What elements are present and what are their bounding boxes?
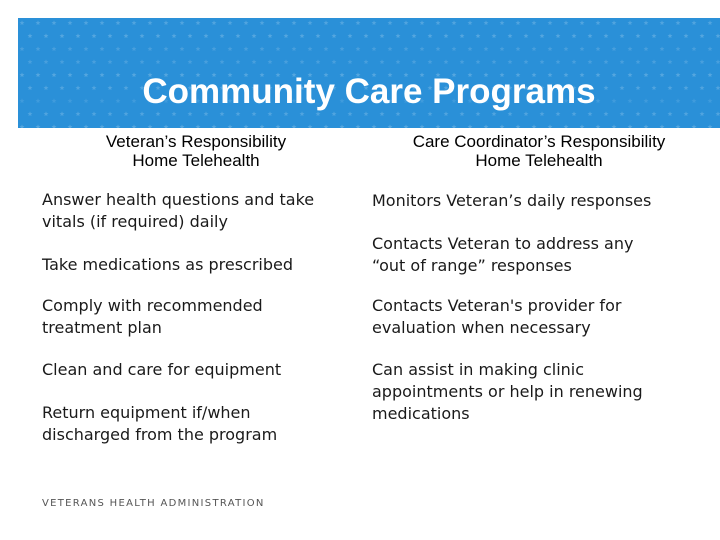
star-icon xyxy=(60,33,65,38)
star-icon xyxy=(300,33,305,38)
star-icon xyxy=(660,46,665,51)
star-icon xyxy=(716,59,720,64)
coordinator-item-clinic-appointments xyxy=(372,359,643,425)
star-icon xyxy=(612,124,617,128)
star-icon xyxy=(44,33,49,38)
star-icon xyxy=(692,20,697,25)
star-icon xyxy=(508,33,513,38)
star-icon xyxy=(84,124,89,128)
star-icon xyxy=(564,20,569,25)
star-icon xyxy=(492,33,497,38)
star-icon xyxy=(388,46,393,51)
footer-organization-name: VETERANS HEALTH ADMINISTRATION xyxy=(42,498,265,509)
star-icon xyxy=(532,20,537,25)
star-icon xyxy=(460,33,465,38)
star-icon xyxy=(260,46,265,51)
star-icon xyxy=(436,20,441,25)
star-icon xyxy=(188,33,193,38)
star-icon xyxy=(52,20,57,25)
star-icon xyxy=(604,59,609,64)
heading-line: Veteran’s Responsibility xyxy=(105,132,287,151)
star-icon xyxy=(556,33,561,38)
star-icon xyxy=(196,124,201,128)
star-icon xyxy=(652,59,657,64)
star-icon xyxy=(204,33,209,38)
star-icon xyxy=(364,33,369,38)
star-icon xyxy=(668,33,673,38)
star-icon xyxy=(124,33,129,38)
star-icon xyxy=(180,124,185,128)
item-line: Can assist in making clinic xyxy=(372,360,585,379)
star-icon xyxy=(132,124,137,128)
star-icon xyxy=(612,46,617,51)
star-icon xyxy=(644,124,649,128)
star-icon xyxy=(452,20,457,25)
item-line: medications xyxy=(372,404,470,423)
star-icon xyxy=(244,46,249,51)
star-icon xyxy=(452,124,457,128)
star-icon xyxy=(708,20,713,25)
star-icon xyxy=(588,33,593,38)
star-icon xyxy=(100,124,105,128)
item-line: Monitors Veteran’s daily responses xyxy=(372,191,652,210)
title-banner xyxy=(18,18,720,128)
heading-line: Home Telehealth xyxy=(475,151,603,170)
star-icon xyxy=(260,124,265,128)
star-icon xyxy=(172,59,177,64)
star-icon xyxy=(628,46,633,51)
star-icon xyxy=(124,59,129,64)
star-icon xyxy=(20,46,25,51)
star-icon xyxy=(412,33,417,38)
star-icon xyxy=(692,124,697,128)
star-icon xyxy=(284,33,289,38)
star-icon xyxy=(684,33,689,38)
star-icon xyxy=(484,124,489,128)
star-icon xyxy=(356,20,361,25)
star-icon xyxy=(404,124,409,128)
star-icon xyxy=(708,46,713,51)
star-icon xyxy=(548,20,553,25)
veteran-item-medications xyxy=(42,254,293,276)
star-icon xyxy=(380,59,385,64)
star-icon xyxy=(444,33,449,38)
star-icon xyxy=(28,59,33,64)
star-icon xyxy=(164,20,169,25)
star-icon xyxy=(420,46,425,51)
star-icon xyxy=(132,46,137,51)
star-icon xyxy=(36,46,41,51)
star-icon xyxy=(596,20,601,25)
care-coordinator-responsibility-heading xyxy=(372,132,706,170)
coordinator-item-contacts-veteran xyxy=(372,233,633,277)
star-icon xyxy=(268,33,273,38)
star-icon xyxy=(380,33,385,38)
star-icon xyxy=(580,46,585,51)
item-line: Contacts Veteran to address any xyxy=(372,234,634,253)
star-icon xyxy=(252,33,257,38)
star-icon xyxy=(180,20,185,25)
star-icon xyxy=(396,59,401,64)
star-icon xyxy=(516,20,521,25)
star-icon xyxy=(220,33,225,38)
star-icon xyxy=(564,124,569,128)
star-icon xyxy=(260,20,265,25)
star-icon xyxy=(228,46,233,51)
star-icon xyxy=(524,33,529,38)
star-icon xyxy=(660,20,665,25)
star-icon xyxy=(604,33,609,38)
star-icon xyxy=(252,59,257,64)
star-icon xyxy=(620,59,625,64)
star-icon xyxy=(300,59,305,64)
star-icon xyxy=(236,59,241,64)
star-icon xyxy=(564,46,569,51)
star-icon xyxy=(356,46,361,51)
item-line: treatment plan xyxy=(42,318,162,337)
star-icon xyxy=(372,46,377,51)
star-icon xyxy=(468,124,473,128)
star-icon xyxy=(644,20,649,25)
item-line: Return equipment if/when xyxy=(42,403,251,422)
star-icon xyxy=(676,20,681,25)
star-icon xyxy=(212,20,217,25)
star-icon xyxy=(540,33,545,38)
star-icon xyxy=(236,33,241,38)
star-icon xyxy=(108,33,113,38)
star-icon xyxy=(36,124,41,128)
star-icon xyxy=(220,59,225,64)
slide-title: Community Care Programs xyxy=(142,72,596,111)
star-icon xyxy=(572,33,577,38)
star-icon xyxy=(132,20,137,25)
star-icon xyxy=(580,20,585,25)
item-line: Clean and care for equipment xyxy=(42,360,282,379)
star-icon xyxy=(628,20,633,25)
star-icon xyxy=(580,124,585,128)
star-icon xyxy=(276,46,281,51)
star-icon xyxy=(460,59,465,64)
star-icon xyxy=(212,124,217,128)
star-icon xyxy=(556,59,561,64)
item-line: Comply with recommended xyxy=(42,296,263,315)
heading-line: Home Telehealth xyxy=(132,151,260,170)
star-icon xyxy=(140,59,145,64)
star-icon xyxy=(276,124,281,128)
star-icon xyxy=(484,46,489,51)
star-icon xyxy=(468,20,473,25)
star-icon xyxy=(532,46,537,51)
star-icon xyxy=(532,124,537,128)
star-icon xyxy=(156,33,161,38)
star-icon xyxy=(92,59,97,64)
star-icon xyxy=(500,46,505,51)
star-icon xyxy=(308,46,313,51)
star-icon xyxy=(340,46,345,51)
star-icon xyxy=(692,46,697,51)
star-icon xyxy=(628,124,633,128)
star-icon xyxy=(308,124,313,128)
star-icon xyxy=(68,46,73,51)
star-icon xyxy=(284,59,289,64)
star-icon xyxy=(36,20,41,25)
star-icon xyxy=(196,20,201,25)
star-icon xyxy=(388,20,393,25)
star-icon xyxy=(372,124,377,128)
heading-line: Care Coordinator’s Responsibility xyxy=(412,132,666,151)
star-icon xyxy=(364,59,369,64)
star-icon xyxy=(548,124,553,128)
star-icon xyxy=(356,124,361,128)
star-icon xyxy=(68,20,73,25)
star-icon xyxy=(428,59,433,64)
star-icon xyxy=(188,59,193,64)
item-line: “out of range” responses xyxy=(372,256,572,275)
star-icon xyxy=(476,33,481,38)
star-icon xyxy=(116,124,121,128)
star-icon xyxy=(660,124,665,128)
star-icon xyxy=(52,124,57,128)
star-icon xyxy=(156,59,161,64)
star-icon xyxy=(164,46,169,51)
star-icon xyxy=(228,124,233,128)
star-icon xyxy=(668,59,673,64)
star-icon xyxy=(404,46,409,51)
star-icon xyxy=(292,46,297,51)
star-icon xyxy=(612,20,617,25)
star-icon xyxy=(308,20,313,25)
star-icon xyxy=(100,20,105,25)
star-icon xyxy=(676,46,681,51)
star-icon xyxy=(108,59,113,64)
star-icon xyxy=(148,46,153,51)
star-icon xyxy=(596,124,601,128)
star-icon xyxy=(388,124,393,128)
star-icon xyxy=(212,46,217,51)
star-icon xyxy=(68,124,73,128)
item-line: Answer health questions and take xyxy=(42,190,315,209)
star-icon xyxy=(20,20,25,25)
star-icon xyxy=(620,33,625,38)
star-icon xyxy=(100,46,105,51)
item-line: vitals (if required) daily xyxy=(42,212,228,231)
star-icon xyxy=(324,46,329,51)
star-icon xyxy=(60,59,65,64)
star-icon xyxy=(452,46,457,51)
star-icon xyxy=(700,33,705,38)
star-icon xyxy=(396,33,401,38)
star-icon xyxy=(492,59,497,64)
coordinator-item-monitors xyxy=(372,190,651,212)
star-icon xyxy=(420,124,425,128)
star-icon xyxy=(228,20,233,25)
star-icon xyxy=(636,59,641,64)
star-icon xyxy=(548,46,553,51)
star-icon xyxy=(540,59,545,64)
star-icon xyxy=(372,20,377,25)
item-line: Contacts Veteran's provider for xyxy=(372,296,622,315)
star-icon xyxy=(348,59,353,64)
star-icon xyxy=(140,33,145,38)
item-line: Take medications as prescribed xyxy=(42,255,294,274)
star-icon xyxy=(636,33,641,38)
star-icon xyxy=(292,20,297,25)
star-icon xyxy=(404,20,409,25)
star-icon xyxy=(20,124,25,128)
star-icon xyxy=(420,20,425,25)
star-icon xyxy=(116,46,121,51)
star-icon xyxy=(708,124,713,128)
star-icon xyxy=(164,124,169,128)
star-icon xyxy=(436,124,441,128)
star-icon xyxy=(436,46,441,51)
star-icon xyxy=(292,124,297,128)
star-icon xyxy=(684,59,689,64)
star-icon xyxy=(332,33,337,38)
veteran-item-equipment-care xyxy=(42,359,281,381)
star-icon xyxy=(172,33,177,38)
star-icon xyxy=(516,124,521,128)
star-icon xyxy=(148,124,153,128)
star-icon xyxy=(204,59,209,64)
star-icon xyxy=(500,20,505,25)
star-icon xyxy=(116,20,121,25)
veteran-item-return-equipment xyxy=(42,402,277,446)
star-icon xyxy=(180,46,185,51)
star-icon xyxy=(148,20,153,25)
star-icon xyxy=(644,46,649,51)
star-icon xyxy=(84,46,89,51)
item-line: discharged from the program xyxy=(42,425,278,444)
star-icon xyxy=(524,59,529,64)
veteran-item-health-questions xyxy=(42,189,314,233)
star-icon xyxy=(652,33,657,38)
star-icon xyxy=(84,20,89,25)
star-icon xyxy=(484,20,489,25)
star-icon xyxy=(444,59,449,64)
star-icon xyxy=(332,59,337,64)
coordinator-item-contacts-provider xyxy=(372,295,621,339)
star-icon xyxy=(468,46,473,51)
star-icon xyxy=(700,59,705,64)
veteran-item-treatment-plan xyxy=(42,295,263,339)
star-icon xyxy=(508,59,513,64)
star-icon xyxy=(340,20,345,25)
star-icon xyxy=(716,33,720,38)
star-icon xyxy=(316,59,321,64)
star-icon xyxy=(244,20,249,25)
star-icon xyxy=(572,59,577,64)
star-icon xyxy=(316,33,321,38)
item-line: evaluation when necessary xyxy=(372,318,591,337)
veteran-responsibility-heading xyxy=(72,132,320,170)
star-icon xyxy=(412,59,417,64)
star-icon xyxy=(340,124,345,128)
star-icon xyxy=(428,33,433,38)
star-icon xyxy=(268,59,273,64)
star-icon xyxy=(76,33,81,38)
star-icon xyxy=(588,59,593,64)
star-icon xyxy=(324,20,329,25)
star-icon xyxy=(92,33,97,38)
star-icon xyxy=(28,33,33,38)
star-icon xyxy=(44,59,49,64)
star-icon xyxy=(596,46,601,51)
star-icon xyxy=(516,46,521,51)
item-line: appointments or help in renewing xyxy=(372,382,643,401)
star-icon xyxy=(76,59,81,64)
star-icon xyxy=(500,124,505,128)
star-icon xyxy=(324,124,329,128)
star-icon xyxy=(52,46,57,51)
star-icon xyxy=(276,20,281,25)
star-icon xyxy=(348,33,353,38)
star-icon xyxy=(196,46,201,51)
star-icon xyxy=(244,124,249,128)
star-icon xyxy=(676,124,681,128)
star-icon xyxy=(476,59,481,64)
